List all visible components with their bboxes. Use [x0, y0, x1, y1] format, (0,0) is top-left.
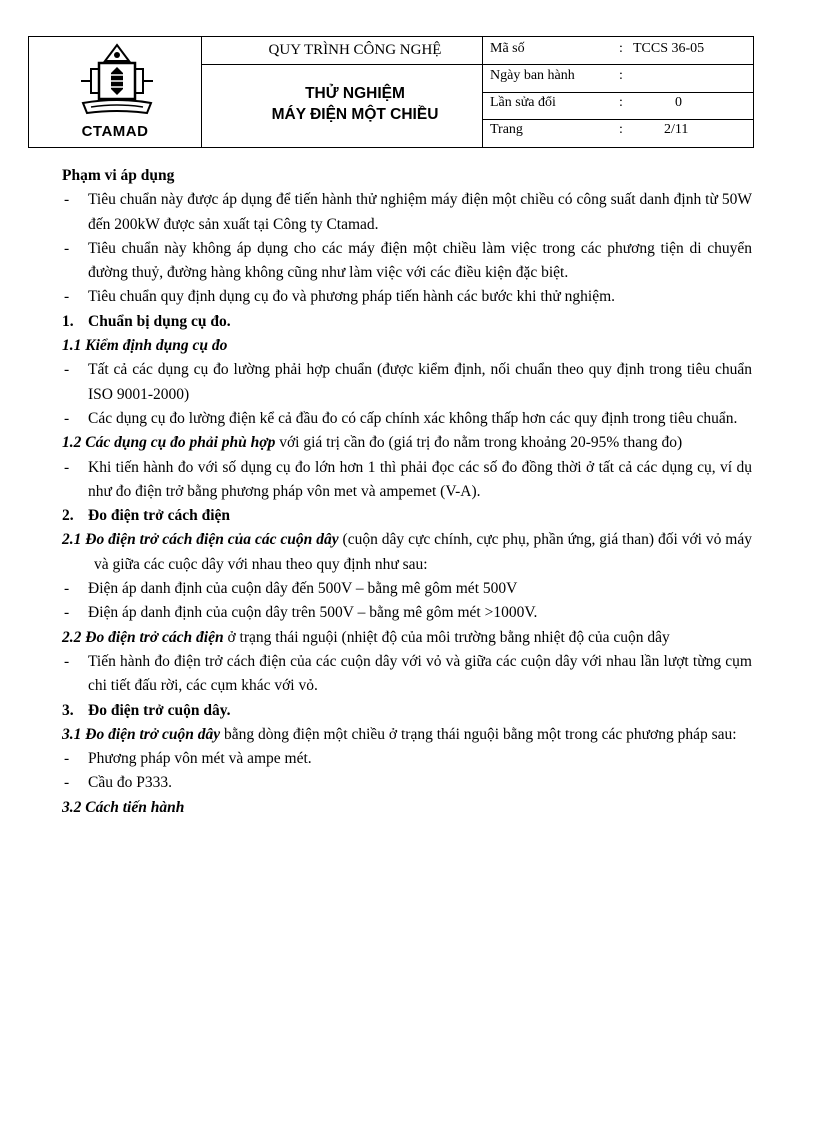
section-number: 1. [62, 312, 74, 330]
header-rule [482, 92, 753, 93]
title-line: MÁY ĐIỆN MỘT CHIỀU [271, 106, 439, 123]
meta-label-page: Trang [490, 122, 523, 137]
list-item [62, 771, 752, 795]
subsection-label: 2.1 Đo điện trở cách điện của các cuộn dây [62, 531, 339, 549]
bullet: - [64, 288, 70, 306]
list-item [62, 285, 752, 309]
subsection-text: (cuộn dây cực chính, cực phụ, phần ứng, giá than) đối với vỏ máy và giữa các cuộc dây với nhau theo quy định như sau: [94, 531, 752, 573]
list-item [62, 237, 752, 286]
list-item [62, 358, 752, 407]
list-item-text: Tiêu chuẩn này không áp dụng cho các máy điện một chiều làm việc trong các phương tiện di chuyển đường thuỷ, đường hàng không cũng như làm việc với các điều kiện đặc biệt. [88, 239, 752, 282]
meta-value-code: TCCS 36-05 [633, 41, 705, 56]
bullet: - [64, 409, 70, 427]
list-item [62, 650, 752, 699]
list-item-text: Các dụng cụ đo lường điện kể cả đầu đo có cấp chính xác không thấp hơn các quy định trong tiêu chuẩn. [88, 409, 738, 427]
subsection-label: 2.2 Đo điện trở cách điện [62, 628, 224, 646]
subsection-label: 3.1 Đo điện trở cuộn dây [62, 725, 221, 743]
bullet: - [64, 191, 70, 209]
subsection-paragraph [62, 431, 752, 455]
section-number: 2. [62, 507, 74, 525]
meta-value-page: 2/11 [664, 122, 689, 137]
subsection-heading: 3.2 Cách tiến hành [62, 798, 185, 816]
document-header [28, 36, 754, 148]
subsection-paragraph [62, 528, 752, 577]
section-heading [62, 310, 752, 334]
ctamad-logo-icon [77, 43, 157, 121]
section-title: Đo điện trở cách điện [88, 507, 231, 525]
header-divider [201, 37, 202, 147]
bullet: - [64, 652, 70, 670]
section-title: Chuẩn bị dụng cụ đo. [88, 312, 231, 330]
scope-heading: Phạm vi áp dụng [62, 167, 175, 184]
meta-label-code: Mã số [490, 41, 525, 56]
list-item [62, 407, 752, 431]
bullet: - [64, 774, 70, 792]
meta-value-revision: 0 [675, 95, 682, 110]
meta-colon: : [619, 68, 623, 83]
list-item [62, 456, 752, 505]
procedure-label: QUY TRÌNH CÔNG NGHỆ [268, 42, 442, 58]
section-number: 3. [62, 701, 74, 719]
company-logo [29, 37, 201, 147]
subsection-text: ở trạng thái nguội (nhiệt độ của môi trường bằng nhiệt độ của cuộn dây [223, 628, 670, 646]
list-item-text: Cầu đo P333. [88, 774, 172, 792]
list-item [62, 601, 752, 625]
bullet: - [64, 239, 70, 257]
header-rule [201, 64, 753, 65]
list-item-text: Khi tiến hành đo với số dụng cụ đo lớn hơn 1 thì phải đọc các số đo đồng thời ở tất cả các dụng cụ, ví dụ như đo điện trở bằng phương pháp vôn met và ampemet (V-A). [88, 458, 752, 500]
bullet: - [64, 458, 70, 476]
list-item-text: Điện áp danh định của cuộn dây đến 500V – bằng mê gôm mét 500V [88, 580, 518, 598]
subsection-text: bằng dòng điện một chiều ở trạng thái nguội bằng một trong các phương pháp sau: [220, 725, 737, 743]
document-body [62, 164, 752, 820]
meta-label-revision: Lần sửa đổi [490, 95, 556, 110]
list-item-text: Phương pháp vôn mét và ampe mét. [88, 750, 312, 768]
list-item-text: Tất cả các dụng cụ đo lường phải hợp chuẩn (được kiểm định, nối chuẩn theo quy định trong tiêu chuẩn ISO 9001-2000) [88, 361, 752, 403]
meta-colon: : [619, 122, 623, 137]
subsection-heading: 1.1 Kiểm định dụng cụ đo [62, 337, 228, 355]
meta-colon: : [619, 95, 623, 110]
subsection-paragraph [62, 723, 752, 747]
list-item-text: Tiêu chuẩn quy định dụng cụ đo và phương pháp tiến hành các bước khi thử nghiệm. [88, 288, 616, 306]
bullet: - [64, 361, 70, 379]
bullet: - [64, 580, 70, 598]
list-item [62, 577, 752, 601]
bullet: - [64, 604, 70, 622]
section-heading [62, 504, 752, 528]
list-item-text: Điện áp danh định của cuộn dây trên 500V – bằng mê gôm mét >1000V. [88, 604, 538, 622]
meta-colon: : [619, 41, 623, 56]
meta-label-issue-date: Ngày ban hành [490, 68, 575, 83]
list-item [62, 747, 752, 771]
bullet: - [64, 750, 70, 768]
list-item [62, 188, 752, 237]
subsection-label: 1.2 Các dụng cụ đo phải phù hợp [62, 434, 276, 452]
section-title: Đo điện trở cuộn dây. [88, 701, 231, 719]
title-line: THỬ NGHIỆM [305, 85, 405, 102]
subsection-paragraph [62, 626, 752, 650]
document-title [203, 83, 507, 125]
section-heading [62, 699, 752, 723]
subsection-text: với giá trị cần đo (giá trị đo nằm trong khoảng 20-95% thang đo) [275, 434, 683, 452]
list-item-text: Tiến hành đo điện trở cách điện của các cuộn dây với vỏ và giữa các cuộn dây với nhau lần lượt từng cụm chi tiết đấu rời, các cụm khác với vỏ. [88, 652, 752, 695]
logo-text: CTAMAD [81, 123, 149, 140]
list-item-text: Tiêu chuẩn này được áp dụng để tiến hành thử nghiệm máy điện một chiều có công suất danh định từ 50W đến 200kW được sản xuất tại Công ty Ctamad. [88, 191, 752, 233]
header-rule [482, 119, 753, 120]
